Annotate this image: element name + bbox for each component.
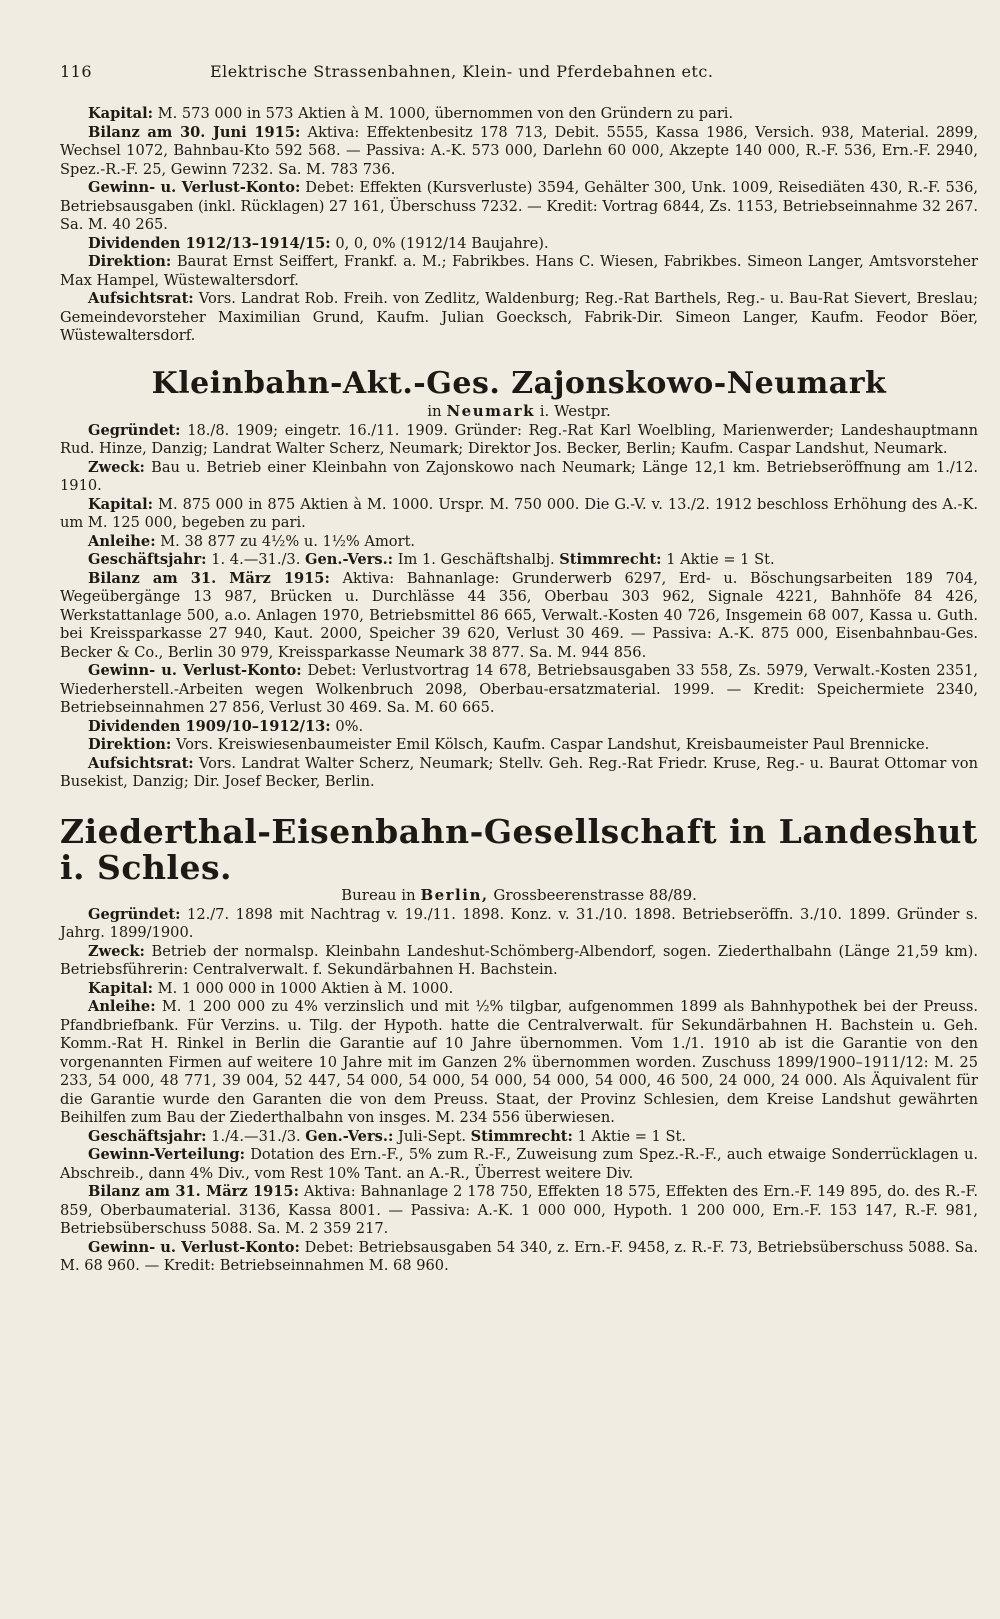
prev-direktion: Direktion: Baurat Ernst Seiffert, Frankf. a. M.; Fabrikbes. Hans C. Wiesen, Fabrikbes. Simeon Langer, Amtsvorsteher Max Hampel, Wüstewaltersdorf.	[60, 253, 978, 289]
company-section-ziederthal	[60, 811, 979, 1276]
c1-anleihe: Anleihe: M. 38 877 zu 4½% u. 1½% Amort.	[88, 532, 416, 550]
prev-dividenden: Dividenden 1912/13–1914/15: 0, 0, 0% (1912/14 Baujahre).	[88, 234, 549, 252]
prev-company-section	[60, 105, 978, 346]
c1-bilanz: Bilanz am 31. März 1915: Aktiva: Bahnanlage: Grunderwerb 6297, Erd- u. Böschungsarbeiten 189 704, Wegeübergänge 13 987, Brücken u. Durchlässe 44 356, Oberbau 303 962, Signale 4221, Bahnhöfe 84 426, Werkstattanlage 500, a.o. Anlagen 1970, Betriebsmittel 86 665, Verwalt.-Kosten 40 726, Insgemein 68 007, Kassa u. Guth. bei Kreissparkasse 27 940, Kaut. 2000, Speicher 39 620, Verlust 30 469. — Passiva: A.-K. 875 000, Eisenbahnbau-Ges. Becker & Co., Berlin 30 979, Kreissparkasse Neumark 38 877. Sa. M. 944 856.	[60, 569, 978, 661]
company-location: Bureau in Berlin, Grossbeerenstrasse 88/89.	[341, 885, 697, 904]
c1-gegruendet: Gegründet: 18./8. 1909; eingetr. 16./11. 1909. Gründer: Reg.-Rat Karl Woelbling, Marienwerder; Landeshauptmann Rud. Hinze, Danzig; Landrat Walter Scherz, Neumark; Direktor Jos. Becker, Berlin; Kaufm. Caspar Landshut, Neumark.	[60, 421, 978, 457]
c2-gegruendet: Gegründet: 12./7. 1898 mit Nachtrag v. 19./11. 1898. Konz. v. 31./10. 1898. Betriebseröffn. 3./10. 1899. Gründer s. Jahrg. 1899/1900.	[60, 905, 978, 941]
prev-aufsichtsrat: Aufsichtsrat: Vors. Landrat Rob. Freih. von Zedlitz, Waldenburg; Reg.-Rat Barthels, Reg.- u. Bau-Rat Sievert, Breslau; Gemeindevorsteher Maximilian Grund, Kaufm. Julian Goecksch, Fabrik-Dir. Simeon Langer, Kaufm. Feodor Böer, Wüstewaltersdorf.	[60, 290, 978, 344]
c1-zweck: Zweck: Bau u. Betrieb einer Kleinbahn von Zajonskowo nach Neumark; Länge 12,1 km. Betriebseröffnung am 1./12. 1910.	[60, 458, 978, 494]
c1-dividenden: Dividenden 1909/10–1912/13: 0%.	[88, 717, 364, 735]
page-number: 116	[60, 62, 93, 81]
c2-gewinn-verteilung: Gewinn-Verteilung: Dotation des Ern.-F., 5% zum R.-F., Zuweisung zum Spez.-R.-F., auch etwaige Sonderrücklagen u. Abschreib., dann 4% Div., vom Rest 10% Tant. an A.-R., Überrest weitere Div.	[60, 1146, 978, 1182]
c2-anleihe: Anleihe: M. 1 200 000 zu 4% verzinslich und mit ½% tilgbar, aufgenommen 1899 als Bahnhypothek bei der Preuss. Pfandbriefbank. Für Verzins. u. Tilg. der Hypoth. hatte die Centralverwalt. für Sekundärbahnen H. Bachstein u. Geh. Komm.-Rat H. Rinkel in Berlin die Garantie auf 10 Jahre übernommen. Vom 1./1. 1910 ab ist die Garantie von den vorgenannten Firmen auf weitere 10 Jahre mit im Ganzen 2% übernommen worden. Zuschuss 1899/1900–1911/12: M. 25 233, 54 000, 48 771, 39 004, 52 447, 54 000, 54 000, 54 000, 54 000, 54 000, 46 500, 24 000, 24 000. Als Äquivalent für die Garantie wurde den Garanten die von dem Preuss. Staat, der Provinz Schlesien, dem Kreise Landshut gewährten Beihilfen zum Bau der Ziederthalbahn von insges. M. 234 556 überwiesen.	[60, 998, 978, 1126]
c1-direktion: Direktion: Vors. Kreiswiesenbaumeister Emil Kölsch, Kaufm. Caspar Landshut, Kreisbaumeister Paul Brennicke.	[88, 736, 930, 753]
company-title: Kleinbahn-Akt.-Ges. Zajonskowo-Neumark	[151, 365, 887, 401]
c1-gewinn-verlust: Gewinn- u. Verlust-Konto: Debet: Verlustvortrag 14 678, Betriebsausgaben 33 558, Zs. 5979, Verwalt.-Kosten 2351, Wiederherstell.-Arbeiten wegen Wolkenbruch 2098, Oberbau-ersatzmaterial. 1999. — Kredit: Speichermiete 2340, Betriebseinnahmen 27 856, Verlust 30 469. Sa. M. 60 665.	[60, 662, 979, 716]
c1-aufsichtsrat: Aufsichtsrat: Vors. Landrat Walter Scherz, Neumark; Stellv. Geh. Reg.-Rat Friedr. Kruse, Reg.- u. Baurat Ottomar von Busekist, Danzig; Dir. Josef Becker, Berlin.	[60, 754, 978, 790]
c2-kapital: Kapital: M. 1 000 000 in 1000 Aktien à M. 1000.	[88, 979, 454, 997]
company-title: Ziederthal-Eisenbahn-Gesellschaft in Landeshut i. Schles.	[60, 811, 978, 887]
prev-bilanz: Bilanz am 30. Juni 1915: Aktiva: Effektenbesitz 178 713, Debit. 5555, Kassa 1986, Versich. 938, Material. 2899, Wechsel 1072, Bahnbau-Kto 592 568. — Passiva: A.-K. 573 000, Darlehn 60 000, Akzepte 140 000, R.-F. 536, Ern.-F. 2940, Spez.-R.-F. 25, Gewinn 7232. Sa. M. 783 736.	[60, 123, 978, 178]
c2-geschaeftsjahr: Geschäftsjahr: 1./4.—31./3. Gen.-Vers.: Juli-Sept. Stimmrecht: 1 Aktie = 1 St.	[88, 1127, 686, 1145]
c1-kapital: Kapital: M. 875 000 in 875 Aktien à M. 1000. Urspr. M. 750 000. Die G.-V. v. 13./2. 1912 beschloss Erhöhung des A.-K. um M. 125 000, begeben zu pari.	[60, 495, 978, 531]
company-location: in Neumark i. Westpr.	[427, 401, 611, 420]
c2-bilanz: Bilanz am 31. März 1915: Aktiva: Bahnanlage 2 178 750, Effekten 18 575, Effekten des Ern.-F. 149 895, do. des R.-F. 859, Oberbaumaterial. 3136, Kassa 8001. — Passiva: A.-K. 1 000 000, Hypoth. 1 200 000, Ern.-F. 153 147, R.-F. 981, Betriebsüberschuss 5088. Sa. M. 2 359 217.	[60, 1183, 978, 1237]
prev-kapital: Kapital: M. 573 000 in 573 Aktien à M. 1000, übernommen von den Gründern zu pari.	[88, 105, 734, 122]
c2-zweck: Zweck: Betrieb der normalsp. Kleinbahn Landeshut-Schömberg-Albendorf, sogen. Ziederthalbahn (Länge 21,59 km). Betriebsführerin: Centralverwalt. f. Sekundärbahnen H. Bachstein.	[60, 942, 978, 978]
c2-gewinn-verlust: Gewinn- u. Verlust-Konto: Debet: Betriebsausgaben 54 340, z. Ern.-F. 9458, z. R.-F. 73, Betriebsüberschuss 5088. Sa. M. 68 960. — Kredit: Betriebseinnahmen M. 68 960.	[60, 1238, 979, 1274]
prev-gewinn-verlust: Gewinn- u. Verlust-Konto: Debet: Effekten (Kursverluste) 3594, Gehälter 300, Unk. 1009, Reisediäten 430, R.-F. 536, Betriebsausgaben (inkl. Rücklagen) 27 161, Überschuss 7232. — Kredit: Vortrag 6844, Zs. 1153, Betriebseinnahme 32 267. Sa. M. 40 265.	[60, 179, 979, 233]
running-header	[60, 62, 978, 81]
c1-geschaeftsjahr: Geschäftsjahr: 1. 4.—31./3. Gen.-Vers.: Im 1. Geschäftshalbj. Stimmrecht: 1 Aktie = 1 St.	[88, 551, 775, 568]
company-section-zajonskowo	[60, 366, 978, 792]
running-title: Elektrische Strassenbahnen, Klein- und Pferdebahnen etc.	[210, 62, 714, 81]
